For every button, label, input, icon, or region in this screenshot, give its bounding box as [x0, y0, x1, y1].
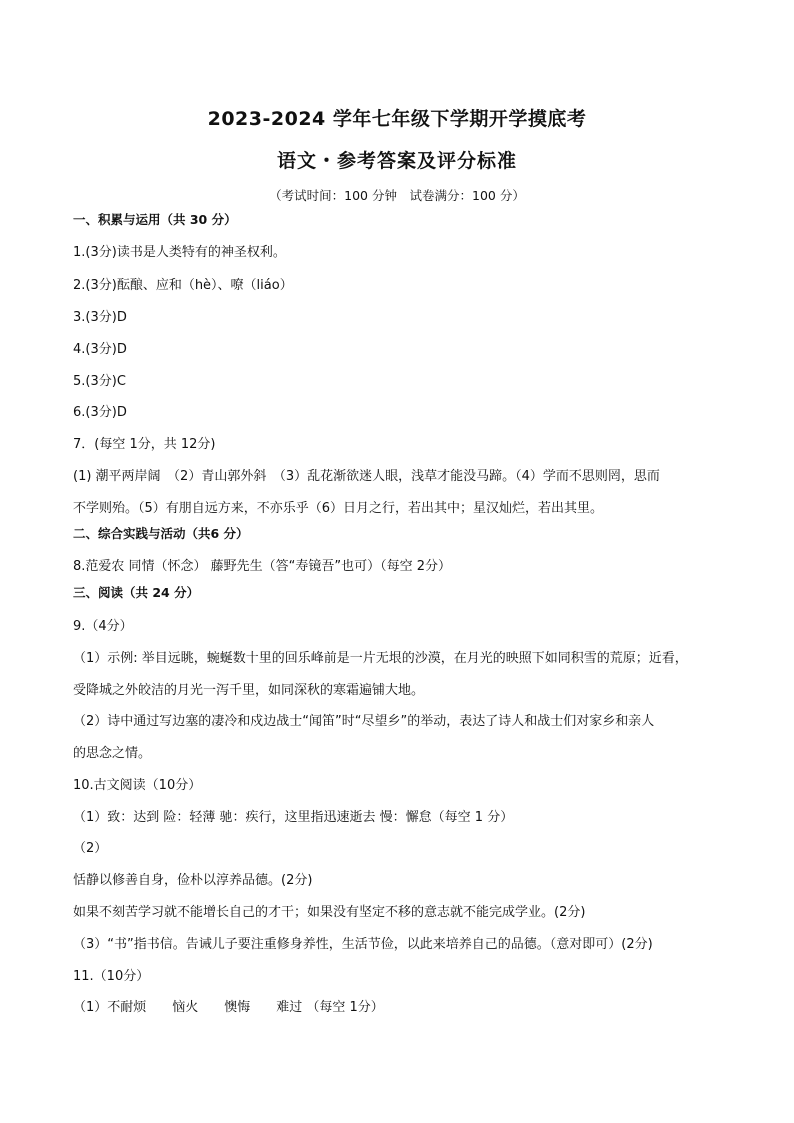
section-heading-1: 一、积累与运用（共 30 分） — [73, 212, 237, 227]
answer-line: 6.(3分)D — [73, 405, 127, 420]
answer-line: 8.范爱农 同情（怀念） 藤野先生（答“寿镜吾”也可）（每空 2分） — [73, 559, 452, 574]
answer-line: （2）诗中通过写边塞的凄冷和戍边战士“闻笛”时“尽望乡”的举动，表达了诗人和战士们对家乡和亲人 — [73, 714, 655, 729]
answer-line: 不学则殆。（5）有朋自远方来，不亦乐乎（6）日月之行，若出其中；星汉灿烂，若出其里。 — [73, 501, 604, 516]
answer-line: 1.(3分)读书是人类特有的神圣权利。 — [73, 245, 286, 260]
answer-line: 9.（4分） — [73, 619, 133, 634]
answer-line: 受降城之外皎洁的月光一泻千里，如同深秋的寒霜遍铺大地。 — [73, 683, 425, 698]
answer-line: 的思念之情。 — [73, 746, 152, 761]
answer-line: 2.(3分)酝酿、应和（hè）、嘹（liáo） — [73, 278, 293, 293]
section-heading-3: 三、阅读（共 24 分） — [73, 585, 200, 600]
answer-line: 3.(3分)D — [73, 310, 127, 325]
answer-line: 11.（10分） — [73, 969, 150, 984]
document-subtitle: 语文・参考答案及评分标准 — [276, 150, 517, 172]
answer-line: 如果不刻苦学习就不能增长自己的才干；如果没有坚定不移的意志就不能完成学业。(2分) — [73, 905, 586, 920]
answer-line: 10.古文阅读（10分） — [73, 778, 202, 793]
answer-line: （1）示例: 举目远眺，蜿蜒数十里的回乐峰前是一片无垠的沙漠，在月光的映照下如同积雪的荒原；近看， — [73, 651, 688, 666]
document-title: 2023-2024 学年七年级下学期开学摸底考 — [207, 108, 587, 130]
answer-line: (1) 潮平两岸阔 （2）青山郭外斜 （3）乱花渐欲迷人眼，浅草才能没马蹄。（4）学而不思则罔，思而 — [73, 469, 660, 484]
answer-line: 7．(每空 1分，共 12分) — [73, 437, 216, 452]
answer-line: 5.(3分)C — [73, 374, 126, 389]
answer-line: 恬静以修善自身，俭朴以淳养品德。(2分) — [73, 873, 313, 888]
answer-line: （1）致：达到 险：轻薄 驰：疾行，这里指迅速逝去 慢：懈怠（每空 1 分） — [73, 810, 514, 825]
answer-line: （3）“书”指书信。告诫儿子要注重修身养性，生活节俭，以此来培养自己的品德。（意对即可）(2分) — [73, 937, 653, 952]
answer-line: 4.(3分)D — [73, 342, 127, 357]
exam-info: （考试时间：100 分钟 试卷满分：100 分） — [269, 188, 525, 203]
answer-line: （2） — [73, 841, 108, 856]
answer-line: （1）不耐烦 恼火 懊悔 难过 （每空 1分） — [73, 1000, 384, 1015]
section-heading-2: 二、综合实践与活动（共6 分） — [73, 526, 249, 541]
